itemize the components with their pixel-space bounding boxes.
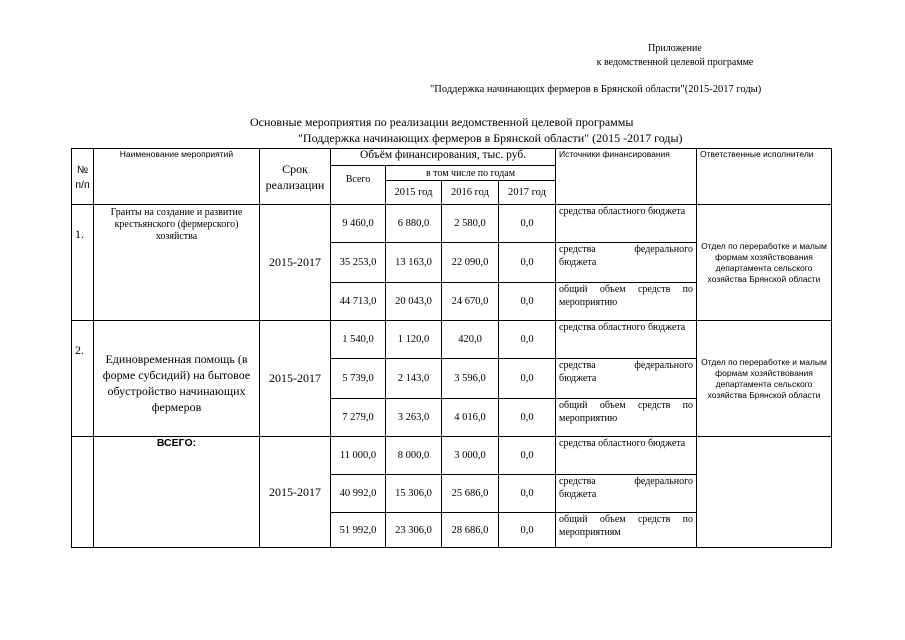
source-cell: средства федерального бюджета	[556, 475, 697, 513]
row-num: 2.	[72, 321, 94, 437]
col-header-sources: Источники финансирования	[556, 149, 697, 205]
total-cell: 9 460,0	[331, 205, 386, 243]
total-label: ВСЕГО:	[94, 437, 260, 548]
activities-table	[71, 148, 832, 548]
source-cell: общий объем средств по мероприятию	[556, 399, 697, 437]
source-cell: общий объем средств по мероприятию	[556, 283, 697, 321]
col-header-total: Всего	[331, 166, 386, 205]
y2015-cell: 1 120,0	[386, 321, 442, 359]
y2016-cell: 25 686,0	[442, 475, 499, 513]
y2016-cell: 28 686,0	[442, 513, 499, 548]
total-cell: 40 992,0	[331, 475, 386, 513]
col-header-by-years: в том числе по годам	[386, 166, 556, 181]
y2016-cell: 420,0	[442, 321, 499, 359]
y2017-cell: 0,0	[499, 205, 556, 243]
y2015-cell: 20 043,0	[386, 283, 442, 321]
col-header-responsible: Ответственные исполнители	[697, 149, 832, 205]
y2017-cell: 0,0	[499, 321, 556, 359]
source-cell: средства федерального бюджета	[556, 243, 697, 283]
y2017-cell: 0,0	[499, 437, 556, 475]
total-cell: 11 000,0	[331, 437, 386, 475]
y2015-cell: 6 880,0	[386, 205, 442, 243]
table-row	[72, 437, 832, 475]
period-cell: 2015-2017	[260, 437, 331, 548]
y2017-cell: 0,0	[499, 513, 556, 548]
appendix-line1: Приложение	[648, 43, 702, 54]
document-subtitle: "Поддержка начинающих фермеров в Брянской области" (2015 -2017 годы)	[298, 131, 683, 145]
total-cell: 44 713,0	[331, 283, 386, 321]
source-cell: общий объем средств по мероприятиям	[556, 513, 697, 548]
y2017-cell: 0,0	[499, 243, 556, 283]
y2016-cell: 24 670,0	[442, 283, 499, 321]
activity-name: Единовременная помощь (в форме субсидий) на бытовое обустройство начинающих фермеров	[94, 321, 260, 437]
total-cell: 1 540,0	[331, 321, 386, 359]
total-cell: 51 992,0	[331, 513, 386, 548]
row-num	[72, 437, 94, 548]
y2017-cell: 0,0	[499, 283, 556, 321]
y2017-cell: 0,0	[499, 399, 556, 437]
y2015-cell: 23 306,0	[386, 513, 442, 548]
col-header-2016: 2016 год	[442, 181, 499, 205]
y2016-cell: 2 580,0	[442, 205, 499, 243]
y2017-cell: 0,0	[499, 359, 556, 399]
responsible-cell: Отдел по переработке и малым формам хозяйствования департамента сельского хозяйства Брянской области	[697, 321, 832, 437]
responsible-cell	[697, 437, 832, 548]
appendix-note	[530, 42, 820, 70]
program-name: "Поддержка начинающих фермеров в Брянской области"(2015-2017 годы)	[430, 84, 762, 95]
y2016-cell: 3 596,0	[442, 359, 499, 399]
source-cell: средства федерального бюджета	[556, 359, 697, 399]
y2015-cell: 15 306,0	[386, 475, 442, 513]
y2017-cell: 0,0	[499, 475, 556, 513]
y2016-cell: 4 016,0	[442, 399, 499, 437]
total-cell: 35 253,0	[331, 243, 386, 283]
y2015-cell: 2 143,0	[386, 359, 442, 399]
y2015-cell: 13 163,0	[386, 243, 442, 283]
col-header-volume: Объём финансирования, тыс. руб.	[331, 149, 556, 166]
source-cell: средства областного бюджета	[556, 437, 697, 475]
appendix-line2: к ведомственной целевой программе	[596, 57, 754, 68]
table-row	[72, 321, 832, 359]
y2015-cell: 3 263,0	[386, 399, 442, 437]
total-cell: 7 279,0	[331, 399, 386, 437]
col-header-num: № п/п	[72, 149, 94, 205]
source-cell: средства областного бюджета	[556, 205, 697, 243]
row-num: 1.	[72, 205, 94, 321]
source-cell: средства областного бюджета	[556, 321, 697, 359]
col-header-2015: 2015 год	[386, 181, 442, 205]
y2016-cell: 22 090,0	[442, 243, 499, 283]
activity-name: Гранты на создание и развитие крестьянского (фермерского) хозяйства	[94, 205, 260, 321]
document-title: Основные мероприятия по реализации ведомственной целевой программы	[250, 115, 634, 129]
period-cell: 2015-2017	[260, 205, 331, 321]
period-cell: 2015-2017	[260, 321, 331, 437]
col-header-period: Срок реализации	[260, 149, 331, 205]
y2016-cell: 3 000,0	[442, 437, 499, 475]
y2015-cell: 8 000,0	[386, 437, 442, 475]
col-header-name: Наименование мероприятий	[94, 149, 260, 205]
total-cell: 5 739,0	[331, 359, 386, 399]
col-header-2017: 2017 год	[499, 181, 556, 205]
table-row	[72, 205, 832, 243]
responsible-cell: Отдел по переработке и малым формам хозяйствования департамента сельского хозяйства Брянской области	[697, 205, 832, 321]
